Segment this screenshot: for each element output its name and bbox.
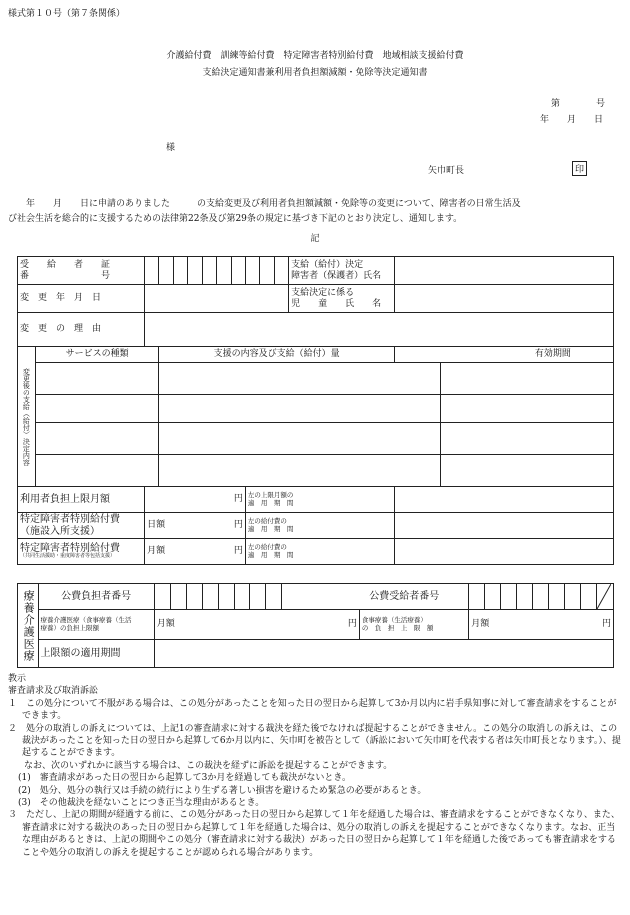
col-content: 支援の内容及び支給（給付）量 [159,347,394,363]
limit-period-label: 左の上限月額の 適 用 期 間 [245,487,394,513]
note-1: １ この処分について不服がある場合は、この処分があったことを知った日の翌日から起算して3か月以内に岩手県知事に対して審査請求をすることができます。 [8,698,617,722]
meal-amount: 月額 円 [469,610,614,640]
child-value [394,285,613,313]
col-period: 有効期間 [394,347,613,363]
body-text-1: 年 月 日に申請のありました の支給変更及び利用者負担額減額・免除等の変更について、障害者の日常生活及 [8,199,521,209]
limit-yen: 円 [145,487,246,513]
child-label: 支給決定に係る 児 童 氏 名 [289,285,395,313]
body-text-2: び社会生活を総合的に支援するための法律第22条及び第29条の規定に基づき下記のとおり決定し、通知します。 [8,214,463,224]
note-2: ２ 処分の取消しの訴えについては、上記1の審査請求に対する裁決を経た後でなければ提起することができません。この処分の取消しの訴えは、この裁決があったことを知った日の翌日から起算して6か月以内に、矢巾町を被告として（訴訟において矢巾町を代表する者は矢巾町長となります。）、提起することができます。 [8,723,621,759]
ryoyo-limit-label: 療養介護医療（食事療養（生活 療養）の負担上限額 [38,610,154,640]
note-2b: なお、次のいずれかに該当する場合は、この裁決を経ずに訴訟を提起することができます。 [24,760,393,771]
change-reason-value [145,313,614,347]
payee-label: 支給（給付）決定 障害者（保護者）氏名 [289,257,395,285]
form-number: 様式第１０号（第７条関係） [8,9,126,19]
ryoyo-limit-amount: 月額 円 [154,610,359,640]
payment-period-label-1: 左の給付費の 適 用 期 間 [245,513,394,539]
special2-label: 特定障害者特別給付費 （共同生活援助・重度障害者等包括支援） [18,539,145,565]
number-label: 第 号 [551,99,606,109]
notes-sub: 審査請求及び取消訴訟 [8,686,99,697]
change-date-value [145,285,289,313]
date-label: 年 月 日 [540,115,604,125]
public-payer-label: 公費負担者番号 [38,584,154,610]
diagonal-cell [596,584,613,610]
note-s1: (1) 審査請求があった日の翌日から起算して3か月を経過しても裁決がないとき。 [18,773,352,784]
meal-label: 食事療養（生活療養） の 負 担 上 限 額 [359,610,468,640]
limit-label: 利用者負担上限月額 [18,487,145,513]
payment-period-value-1 [394,513,613,539]
payment-period-value-2 [394,539,613,565]
special1-label: 特定障害者特別給付費 （施設入所支援） [18,513,145,539]
ryoyo-side-label: 療養介護医療 [18,584,39,668]
note-3: ３ ただし、上記の期間が経過する前に、この処分があった日の翌日から起算して１年を経過した場合は、審査請求をすることができなくなり、また、審査請求に対する裁決のあった日の翌日から起算して１年を経過した場合は、処分の取消しの訴えを提起することができなくなります。なお、正当な理由があるときは、上記の期間やこの処分（審査請求に対する裁決）があった日の翌日から起算して１年を経過した後であっても審査請求をすることや処分の取消しの訴えを提起することが認められる場合があります。 [8,810,620,858]
decision-table [17,256,614,565]
title-line-2: 支給決定通知書兼利用者負担額減額・免除等決定通知書 [202,68,428,78]
addressee: 様 [166,143,176,153]
title-line-1: 介護給付費 訓練等給付費 特定障害者特別給付費 地域相談支援給付費 [166,51,464,61]
special2-amount: 月額 円 [145,539,246,565]
seal-mark: 印 [572,161,587,176]
change-date-label: 変 更 年 月 日 [18,285,145,313]
ryoyo-period-value [154,640,613,668]
change-reason-label: 変 更 の 理 由 [18,313,145,347]
ryoyo-table [17,583,614,668]
public-recipient-label: 公費受給者番号 [282,584,469,610]
ki-label: 記 [310,234,320,244]
note-s2: (2) 処分、処分の執行又は手続の続行により生ずる著しい損害を避けるため緊急の必要があるとき。 [18,785,427,796]
notes-heading: 教示 [8,674,27,684]
payment-period-label-2: 左の給付費の 適 用 期 間 [245,539,394,565]
issuer: 矢巾町長 [428,166,465,176]
col-service: サービスの種類 [35,347,159,363]
special1-amount: 日額 円 [145,513,246,539]
payee-value [394,257,613,285]
limit-period-value [394,487,613,513]
ryoyo-period-label: 上限額の適用期間 [38,640,154,668]
note-s3: (3) その他裁決を経ないことにつき正当な理由があるとき。 [18,798,265,809]
content-side-label: 変更後の支給（給付）決定内容 [18,347,36,487]
notes-section [8,673,623,859]
recipient-no-label: 受 給 者 証 番 号 [18,257,145,285]
